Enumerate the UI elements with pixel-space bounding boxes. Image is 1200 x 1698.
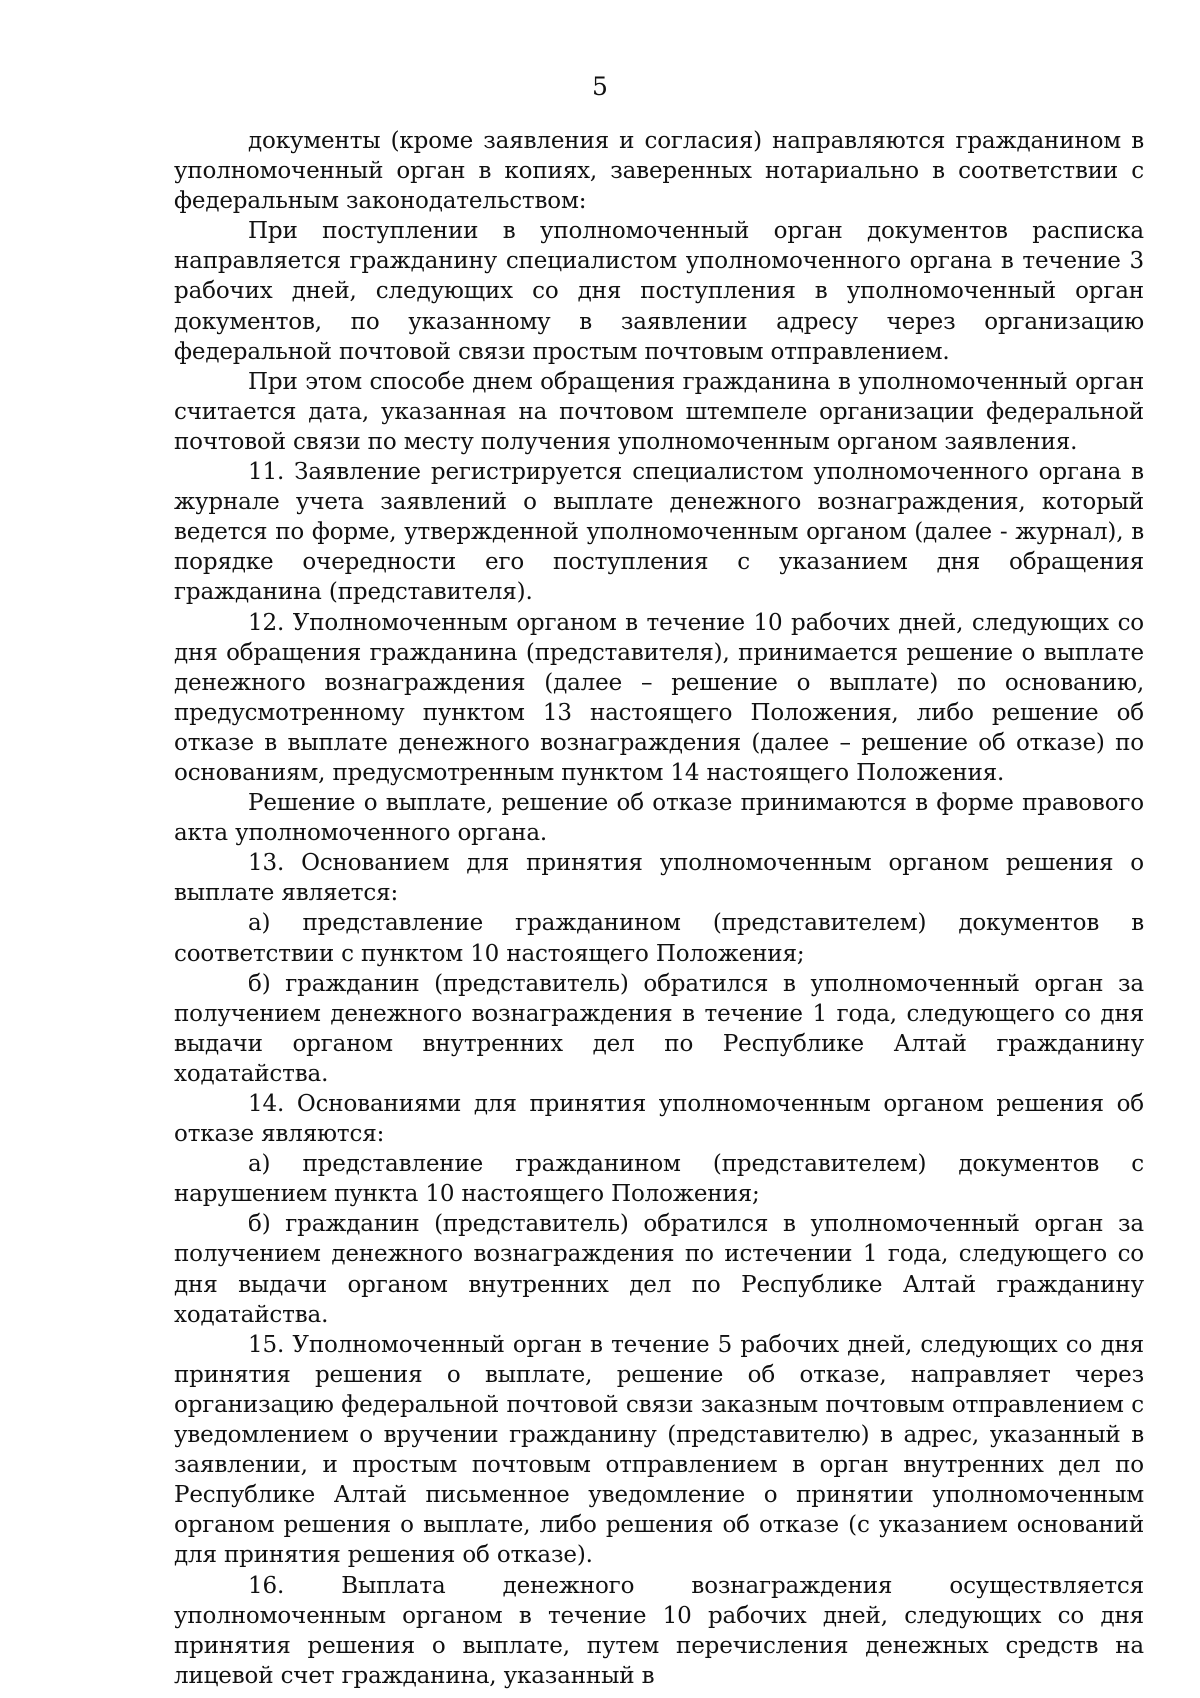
paragraph-receipt: При поступлении в уполномоченный орган документов расписка направляется гражданину специалистом уполномоченного органа в течение 3 рабочих дней, следующих со дня поступления в уполномоченный орган документов, по указанному в заявлении адресу через организацию федеральной почтовой связи простым почтовым отправлением. bbox=[174, 218, 1144, 365]
paragraph-item-14: 14. Основаниями для принятия уполномоченным органом решения об отказе являются: bbox=[174, 1091, 1144, 1148]
paragraph-item-13-a: а) представление гражданином (представителем) документов в соответствии с пунктом 10 настоящего Положения; bbox=[174, 910, 1144, 967]
paragraph-item-14-b: б) гражданин (представитель) обратился в уполномоченный орган за получением денежного вознаграждения по истечении 1 года, следующего со дня выдачи органом внутренних дел по Республике Алтай гражданину ходатайства. bbox=[174, 1211, 1144, 1328]
paragraph-decision-form: Решение о выплате, решение об отказе принимаются в форме правового акта уполномоченного органа. bbox=[174, 790, 1144, 847]
document-body bbox=[174, 126, 1144, 1691]
paragraph-documents-copies: документы (кроме заявления и согласия) направляются гражданином в уполномоченный орган в копиях, заверенных нотариально в соответствии с федеральным законодательством: bbox=[174, 128, 1144, 215]
paragraph-item-13: 13. Основанием для принятия уполномоченным органом решения о выплате является: bbox=[174, 850, 1144, 907]
paragraph-item-12: 12. Уполномоченным органом в течение 10 рабочих дней, следующих со дня обращения гражданина (представителя), принимается решение о выплате денежного вознаграждения (далее – решение о выплате) по основанию, предусмотренному пунктом 13 настоящего Положения, либо решение об отказе в выплате денежного вознаграждения (далее – решение об отказе) по основаниям, предусмотренным пунктом 14 настоящего Положения. bbox=[174, 609, 1144, 786]
paragraph-item-11: 11. Заявление регистрируется специалистом уполномоченного органа в журнале учета заявлений о выплате денежного вознаграждения, который ведется по форме, утвержденной уполномоченным органом (далее - журнал), в порядке очередности его поступления с указанием дня обращения гражданина (представителя). bbox=[174, 459, 1144, 606]
page-number: 5 bbox=[592, 72, 608, 101]
paragraph-item-13-b: б) гражданин (представитель) обратился в уполномоченный орган за получением денежного вознаграждения в течение 1 года, следующего со дня выдачи органом внутренних дел по Республике Алтай гражданину ходатайства. bbox=[174, 970, 1144, 1087]
paragraph-item-15: 15. Уполномоченный орган в течение 5 рабочих дней, следующих со дня принятия решения о выплате, решение об отказе, направляет через организацию федеральной почтовой связи заказным почтовым отправлением с уведомлением о вручении гражданину (представителю) в адрес, указанный в заявлении, и простым почтовым отправлением в орган внутренних дел по Республике Алтай письменное уведомление о принятии уполномоченным органом решения о выплате, либо решения об отказе (с указанием оснований для принятия решения об отказе). bbox=[174, 1331, 1144, 1569]
paragraph-item-14-a: а) представление гражданином (представителем) документов с нарушением пункта 10 настоящего Положения; bbox=[174, 1151, 1144, 1208]
paragraph-item-16: 16. Выплата денежного вознаграждения осуществляется уполномоченным органом в течение 10 рабочих дней, следующих со дня принятия решения о выплате, путем перечисления денежных средств на лицевой счет гражданина, указанный в bbox=[174, 1572, 1144, 1689]
paragraph-application-date: При этом способе днем обращения гражданина в уполномоченный орган считается дата, указанная на почтовом штемпеле организации федеральной почтовой связи по месту получения уполномоченным органом заявления. bbox=[174, 368, 1144, 455]
